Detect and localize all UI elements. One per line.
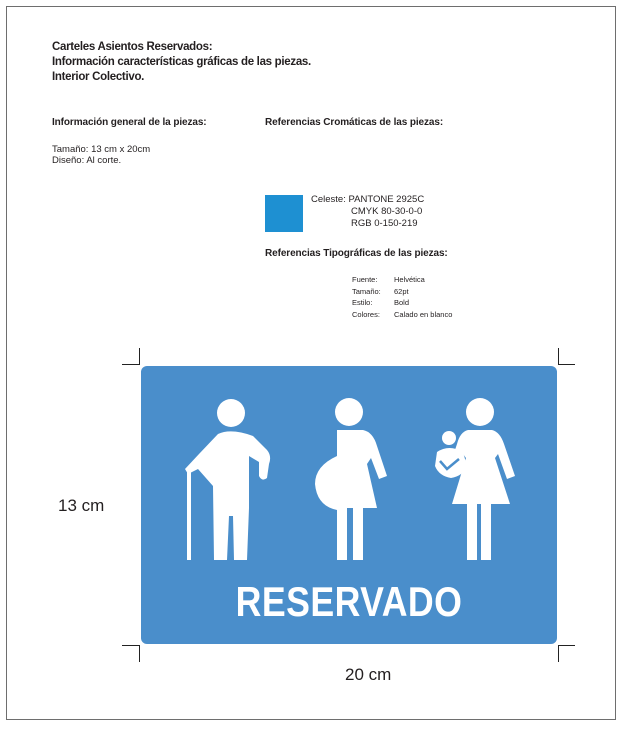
cmyk-value: CMYK 80-30-0-0 (351, 206, 423, 217)
color-info (311, 194, 424, 230)
crop-mark-bottom-left (139, 645, 140, 662)
crop-mark-bottom-right (558, 645, 559, 662)
typography-row (352, 286, 452, 298)
typography-value: Calado en blanco (394, 309, 453, 319)
size-text: Tamaño: 13 cm x 20cm (52, 144, 151, 155)
typography-key: Estilo: (352, 298, 373, 307)
typography-heading: Referencias Tipográficas de las piezas: (265, 248, 448, 259)
design-text: Diseño: Al corte. (52, 155, 122, 166)
reserved-sign (141, 366, 557, 644)
typography-key: Tamaño: (352, 286, 381, 296)
rgb-value: RGB 0-150-219 (351, 218, 418, 229)
typography-row (352, 309, 452, 321)
typography-row (352, 274, 452, 286)
pregnant-woman-icon (315, 398, 387, 560)
general-info-heading: Información general de la piezas: (52, 117, 207, 128)
color-label: Celeste: (311, 194, 346, 205)
woman-with-baby-icon (435, 398, 515, 560)
typography-key: Fuente: (352, 275, 378, 284)
crop-mark-top-left (122, 364, 140, 365)
typography-key: Colores: (352, 309, 380, 319)
elderly-person-icon (185, 399, 270, 560)
typography-value: Bold (394, 298, 410, 307)
title-line-3: Interior Colectivo. (52, 71, 145, 83)
crop-mark-top-right (558, 348, 559, 365)
pantone-value: PANTONE 2925C (348, 194, 425, 205)
chromatic-heading: Referencias Cromáticas de las piezas: (265, 117, 444, 128)
crop-mark-top-left (139, 348, 140, 365)
typography-row (352, 297, 452, 309)
document-title (52, 40, 311, 85)
crop-mark-bottom-right (558, 645, 575, 646)
crop-mark-bottom-left (122, 645, 140, 646)
title-line-1: Carteles Asientos Reservados: (52, 41, 213, 53)
typography-table (352, 274, 452, 320)
title-line-2: Información características gráficas de las piezas. (52, 56, 311, 68)
height-dimension: 13 cm (58, 496, 105, 515)
color-swatch (265, 195, 303, 232)
crop-mark-top-right (558, 364, 575, 365)
width-dimension: 20 cm (345, 665, 392, 684)
sign-text: RESERVADO (235, 578, 463, 625)
typography-value: Helvética (394, 275, 425, 284)
typography-value: 62pt (394, 286, 409, 296)
